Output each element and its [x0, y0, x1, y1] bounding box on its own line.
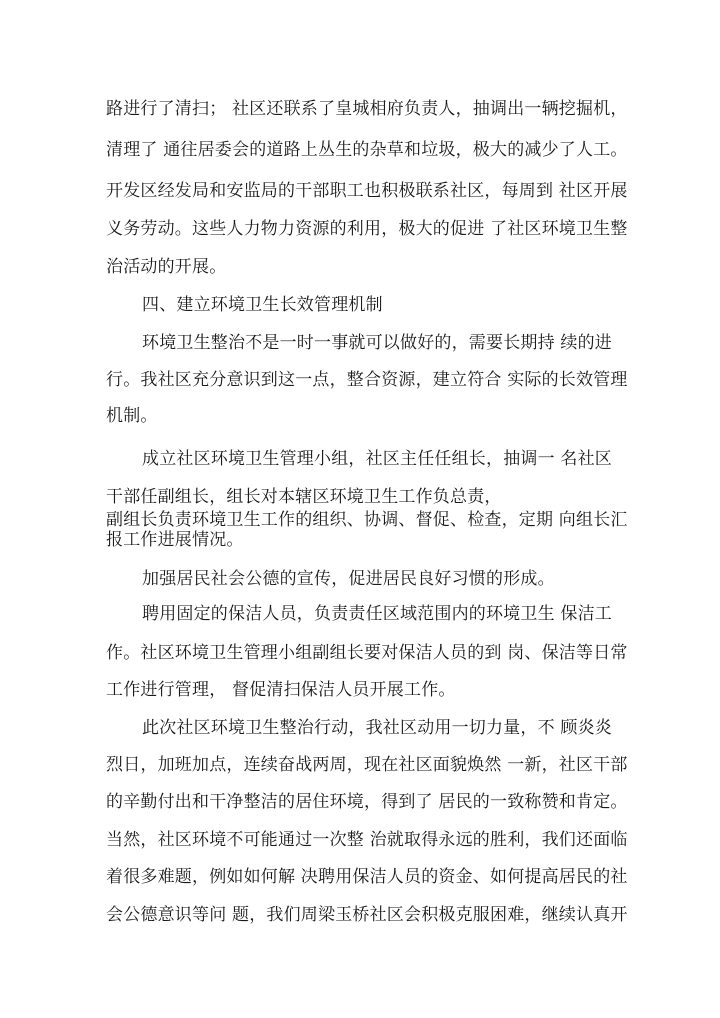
text-line: 加强居民社会公德的宣传，促进居民良好习惯的形成。: [142, 569, 555, 589]
text-line: 当然，社区环境不可能通过一次整 治就取得永远的胜利，我们还面临: [106, 830, 628, 850]
text-line: 义务劳动。这些人力物力资源的利用，极大的促进 了社区环境卫生整: [106, 219, 628, 239]
text-line: 干部任副组长，组长对本辖区环境卫生工作负总责，: [106, 487, 502, 507]
text-line: 行。我社区充分意识到这一点，整合资源，建立符合 实际的长效管理: [106, 370, 628, 390]
text-line: 副组长负责环境卫生工作的组织、协调、督促、检查，定期 向组长汇: [106, 510, 628, 530]
text-line: 着很多难题，例如如何解 决聘用保洁人员的资金、如何提高居民的社: [106, 867, 628, 887]
text-line: 此次社区环境卫生整治行动，我社区动用一切力量，不 顾炎炎: [142, 718, 613, 738]
text-line: 报工作进展情况。: [106, 530, 244, 550]
text-line: 机制。: [106, 406, 158, 426]
text-line: 聘用固定的保洁人员，负责责任区域范围内的环境卫生 保洁工: [142, 604, 613, 624]
text-line: 作。社区环境卫生管理小组副组长要对保洁人员的到 岗、保洁等日常: [106, 643, 628, 663]
text-line: 工作进行管理， 督促清扫保洁人员开展工作。: [106, 680, 456, 700]
text-line: 治活动的开展。: [106, 257, 227, 277]
text-line: 成立社区环境卫生管理小组，社区主任任组长，抽调一 名社区: [142, 449, 613, 469]
text-line: 的辛勤付出和干净整洁的居住环境，得到了 居民的一致称赞和肯定。: [106, 792, 628, 812]
text-line: 会公德意识等问 题，我们周梁玉桥社区会积极克服困难，继续认真开: [106, 905, 628, 925]
text-line: 环境卫生整治不是一时一事就可以做好的，需要长期持 续的进: [142, 333, 613, 353]
text-line: 路进行了清扫； 社区还联系了皇城相府负责人，抽调出一辆挖掘机，: [106, 99, 628, 119]
text-line: 清理了 通往居委会的道路上丛生的杂草和垃圾，极大的减少了人工。: [106, 140, 628, 160]
section-heading: 四、建立环境卫生长效管理机制: [142, 295, 383, 315]
text-line: 开发区经发局和安监局的干部职工也积极联系社区，每周到 社区开展: [106, 181, 628, 201]
text-line: 烈日，加班加点，连续奋战两周，现在社区面貌焕然 一新，社区干部: [106, 755, 628, 775]
